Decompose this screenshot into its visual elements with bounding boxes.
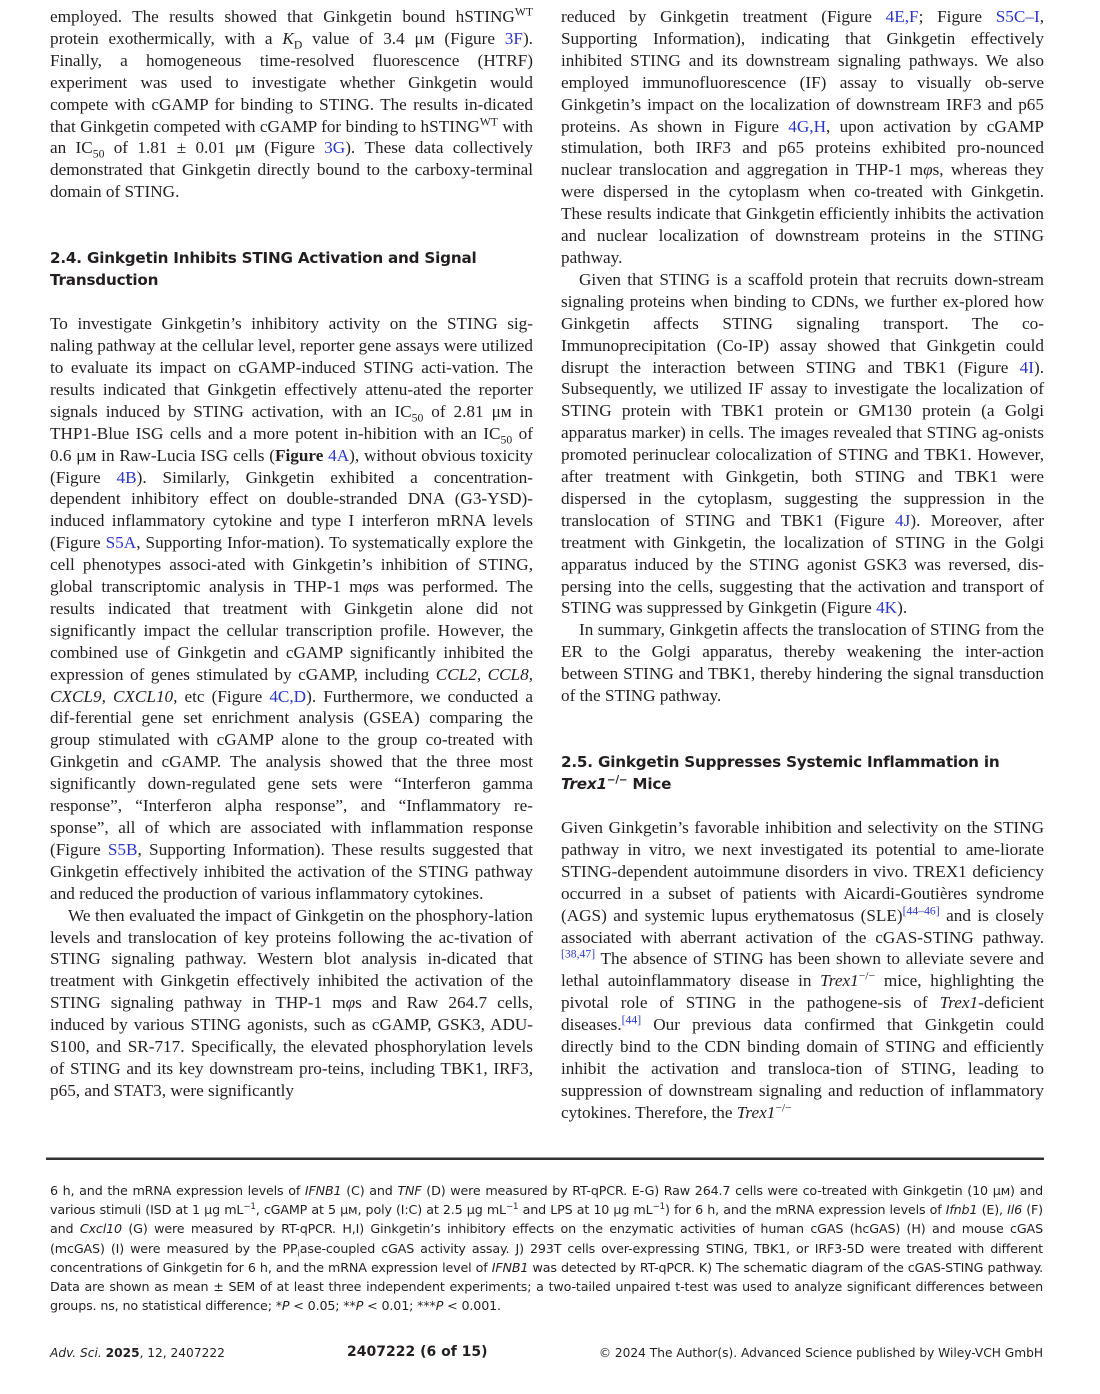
figure-link-3g[interactable]: 3G bbox=[324, 138, 346, 158]
figure-caption: 6 h, and the mRNA expression levels of IFNB1 (C) and TNF (D) were measured by RT-qPCR. E-G) Raw 264.7 cells were co-treated with Ginkgetin (10 μм) and various stimuli (ISD at 1 μg $mL^{-1}$, cGAMP at 5 μм, poly (I:C) at 2.5 μg $mL^{-1}$ and LPS at 10 μg $mL^{-1}$) for 6 h, and the mRNA expression levels of Ifnb1 (E), Il6 (F) and Cxcl10 (G) were measured by RT-qPCR. H,I) Ginkgetin’s inhibitory effects on the enzymatic activities of human cGAS (hcGAS) (H) and mouse cGAS (mcGAS) (I) were measured by the $PP_iase$-coupled cGAS activity assay. J) 293T cells over-expressing STING, TBK1, or IRF3-5D were treated with different concentrations of Ginkgetin for 6 h, and the mRNA expression level of IFNB1 was detected by RT-qPCR. K) The schematic diagram of the cGAS-STING pathway. Data are shown as mean ± SEM of at least three independent experiments; a two-tailed unpaired t-test was used to analyze significant differences between groups. ns, no statistical difference; *P < 0.05; **P < 0.01; ***P < 0.001. bbox=[50, 1182, 1043, 1314]
figure-link-4b[interactable]: 4B bbox=[116, 467, 137, 487]
body-paragraph: To investigate Ginkgetin’s inhibitory activity on the STING sig-naling pathway at the cellular level, reporter gene assays were utilized to evaluate its impact on cGAMP-induced STING acti-vation. The results indicated that Ginkgetin effectively attenu-ated the reporter signals induced by STING activation, with an $IC_{50}$ of 2.81 μм in THP1-Blue ISG cells and a more potent in-hibition with an $IC_{50}$ of 0.6 μм in Raw-Lucia ISG cells (Figure 4A), without obvious toxicity (Figure 4B). Similarly, Ginkgetin exhibited a concentration-dependent inhibitory effect on double-stranded DNA (G3-YSD)-induced inflammatory cytokine and type I interferon mRNA levels (Figure S5A, Supporting Infor-mation). To systematically explore the cell phenotypes associ-ated with Ginkgetin’s inhibition of STING, global transcriptomic analysis in THP-1 mφs was performed. The results indicated that treatment with Ginkgetin alone did not significantly impact the cellular transcription profile. However, the combined use of Ginkgetin and cGAMP significantly inhibited the expression of genes stimulated by cGAMP, including CCL2, CCL8, CXCL9, CXCL10, etc (Figure 4C,D). Furthermore, we conducted a dif-ferential gene set enrichment analysis (GSEA) comparing the group stimulated with cGAMP alone to the group co-treated with Ginkgetin and cGAMP. The analysis showed that the three most significantly down-regulated gene sets were “Interferon gamma response”, “Interferon alpha response”, and “Inflammatory re-sponse”, all of which are associated with inflammation response (Figure S5B, Supporting Information). These results suggested that Ginkgetin effectively inhibited the activation of the STING pathway and reduced the production of various inflammatory cytokines. bbox=[50, 314, 534, 903]
section-heading-2-4: 2.4. Ginkgetin Inhibits STING Activation and Signal Transduction bbox=[50, 249, 477, 290]
left-column bbox=[50, 6, 533, 1102]
body-paragraph: We then evaluated the impact of Ginkgetin on the phosphory-lation levels and translocation of key proteins following the ac-tivation of STING signaling pathway. Western blot analysis in-dicated that treatment with Ginkgetin effectively inhibited the activation of the STING signaling pathway in THP-1 mφs and Raw 264.7 cells, induced by various STING agonists, such as cGAMP, GSK3, ADU-S100, and SR-717. Specifically, the elevated phosphorylation levels of STING and its key downstream pro-teins, including TBK1, IRF3, p65, and STAT3, were significantly bbox=[50, 905, 533, 1100]
body-paragraph: Given Ginkgetin’s favorable inhibition and selectivity on the STING pathway in vitro, we next investigated its potential to ame-liorate STING-dependent autoimmune disorders in vivo. TREX1 deficiency occurred in a subset of patients with Aicardi-Goutières syndrome (AGS) and systemic lupus erythematosus (SLE)[44–46] and is closely associated with aberrant activation of the cGAS-STING pathway.[38,47] The absence of STING has been shown to alleviate severe and lethal autoinflammatory disease in Trex1−/− mice, highlighting the pivotal role of STING in the pathogene-sis of Trex1-deficient diseases.[44] Our previous data confirmed that Ginkgetin could directly bind to the CDN binding domain of STING and efficiently inhibit the activation and transloca-tion of STING, leading to suppression of downstream signaling and reduction of inflammatory cytokines. Therefore, the Trex1−/− bbox=[561, 818, 1045, 1122]
caption-divider bbox=[46, 1157, 1044, 1160]
figure-link-s5a[interactable]: S5A bbox=[105, 533, 137, 553]
figure-link-4k[interactable]: 4K bbox=[876, 598, 898, 618]
figure-link-4a[interactable]: 4A bbox=[328, 445, 350, 465]
figure-link-s5b[interactable]: S5B bbox=[107, 839, 138, 859]
figure-link-4cd[interactable]: 4C,D bbox=[269, 686, 307, 706]
gene-list: CCL2, CCL8, CXCL9, CXCL10, bbox=[50, 664, 533, 706]
spacer bbox=[50, 291, 533, 313]
footer-citation: Adv. Sci. 2025, 12, 2407222 bbox=[50, 1346, 225, 1360]
summary-paragraph: In summary, Ginkgetin affects the translocation of STING from the ER to the Golgi apparatus, thereby weakening the inter-action between STING and TBK1, thereby hindering the signal transduction of the STING pathway. bbox=[561, 620, 1044, 706]
figure-link-3f[interactable]: 3F bbox=[504, 28, 523, 48]
section-heading-2-5: 2.5. Ginkgetin Suppresses Systemic Inflammation in Trex1−/− Mice bbox=[561, 753, 1000, 793]
figure-link-4ef[interactable]: 4E,F bbox=[885, 7, 919, 26]
figure-link-4gh[interactable]: 4G,H bbox=[788, 116, 826, 136]
reference-link[interactable]: [38,47] bbox=[561, 947, 596, 961]
body-paragraph: Given that STING is a scaffold protein that recruits down-stream signaling proteins when binding to CDNs, we further ex-plored how Ginkgetin affects STING signaling transport. The co-Immunoprecipitation (Co-IP) assay showed that Ginkgetin could disrupt the interaction between STING and TBK1 (Figure 4I). Subsequently, we utilized IF assay to investigate the localization of STING protein with TBK1 protein or GM130 protein (a Golgi apparatus marker) in cells. The images revealed that STING ag-onists promoted perinuclear colocalization of STING and TBK1. However, after treatment with Ginkgetin, both STING and TBK1 were dispersed in the cytoplasm, suggesting the suppression in the translocation of STING and TBK1 (Figure 4J). Moreover, after treatment with Ginkgetin, the localization of STING in the Golgi apparatus induced by the STING agonist GSK3 was reversed, dis-persing into the cells, suggesting that the activation and transport of STING was suppressed by Ginkgetin (Figure 4K). bbox=[561, 269, 1044, 618]
copyright-notice: © 2024 The Author(s). Advanced Science published by Wiley-VCH GmbH bbox=[598, 1346, 1043, 1360]
page-number: 2407222 (6 of 15) bbox=[347, 1344, 488, 1360]
spacer bbox=[561, 707, 1044, 751]
right-column bbox=[561, 6, 1044, 1124]
body-paragraph: reduced by Ginkgetin treatment (Figure 4E,F; Figure S5C–I, Supporting Information), indicating that Ginkgetin effectively inhibited STING and its downstream signaling pathways. We also employed immunofluorescence (IF) assay to visually ob-serve Ginkgetin’s impact on the localization of downstream IRF3 and p65 proteins. As shown in Figure 4G,H, upon activation by cGAMP stimulation, both IRF3 and p65 proteins exhibited pro-nounced nuclear translocation and aggregation in THP-1 mφs, whereas they were dispersed in the cytoplasm when co-treated with Ginkgetin. These results indicate that Ginkgetin efficiently inhibits the activation and nuclear localization of downstream proteins in the STING pathway. bbox=[561, 7, 1044, 267]
spacer bbox=[50, 203, 533, 247]
figure-link-4i[interactable]: 4I bbox=[1019, 357, 1034, 377]
reference-link[interactable]: [44] bbox=[621, 1013, 642, 1027]
figure-link-4j[interactable]: 4J bbox=[895, 510, 911, 530]
figure-link-s5c-i[interactable]: S5C–I bbox=[995, 7, 1040, 26]
reference-link[interactable]: [44–46] bbox=[902, 903, 940, 917]
spacer bbox=[561, 795, 1044, 817]
continuation-paragraph: employed. The results showed that Ginkgetin bound hSTING$^{WT}$ protein exothermically, with a $K_D$ value of 3.4 μм (Figure 3F). Finally, a homogeneous time-resolved fluorescence (HTRF) experiment was used to investigate whether Ginkgetin would compete with cGAMP for binding to STING. The results in-dicated that Ginkgetin competed with cGAMP for binding to hSTING$^{WT}$ with an $IC_{50}$ of 1.81 ± 0.01 μм (Figure 3G). These data collectively demonstrated that Ginkgetin directly bound to the carboxy-terminal domain of STING. bbox=[50, 5, 534, 202]
